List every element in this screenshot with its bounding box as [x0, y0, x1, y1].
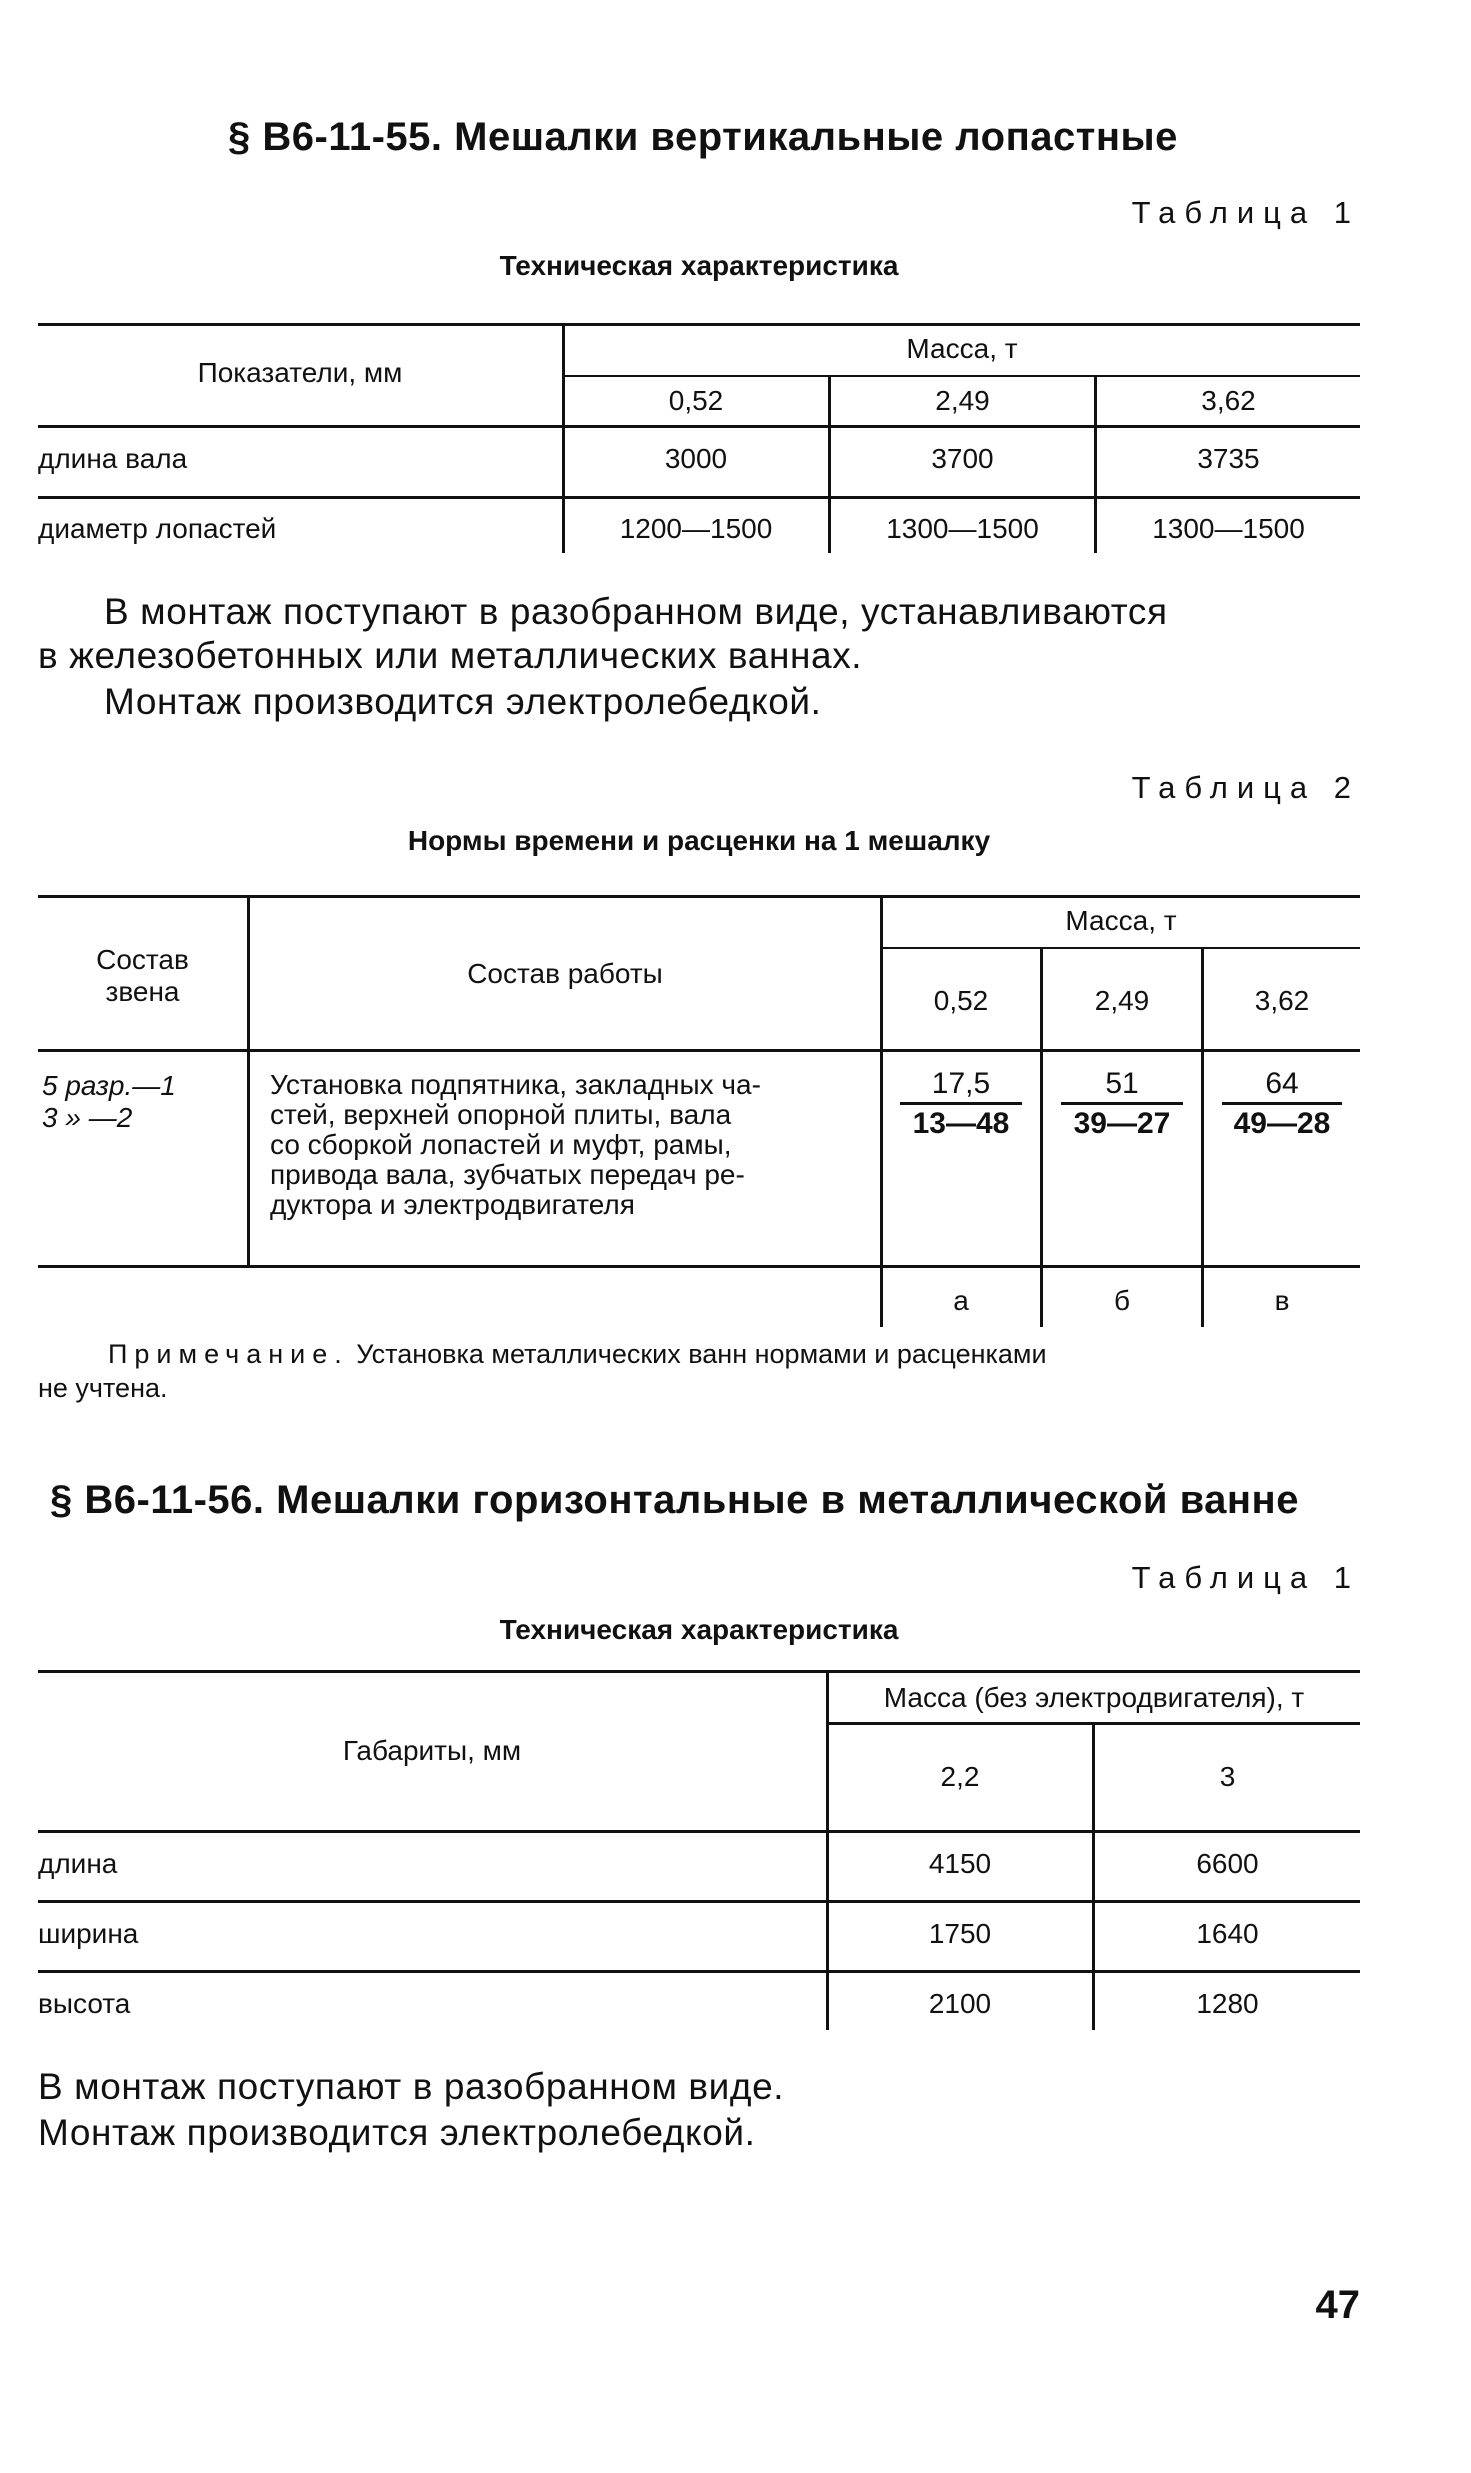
table-cell: 2100	[928, 1988, 992, 2019]
table-caption: Техническая характеристика	[499, 1614, 899, 1645]
table-label: Таблица 2	[1131, 770, 1360, 805]
page-number: 47	[1315, 2283, 1360, 2327]
norm-cell	[1043, 1066, 1201, 1143]
time-norm: 51	[1061, 1066, 1183, 1105]
note-text: не учтена.	[38, 1373, 168, 1403]
note-text: Установка металлических ванн нормами и расценками	[356, 1339, 1047, 1369]
table-column-header: 0,52	[668, 385, 724, 416]
table-header-group: Масса (без электродвигателя), т	[883, 1682, 1305, 1713]
table-caption: Нормы времени и расценки на 1 мешалку	[407, 825, 991, 856]
section-heading: § В6-11-56. Мешалки горизонтальные в металлической ванне	[50, 1478, 1299, 1522]
table-header-crew: Состав	[96, 944, 189, 975]
table-row-label: длина	[38, 1848, 118, 1879]
table-column-header: 3,62	[1201, 385, 1256, 416]
crew-line: 3 » —2	[42, 1102, 133, 1133]
column-letter: б	[1113, 1285, 1131, 1316]
table-header-param: Показатели, мм	[197, 357, 403, 388]
work-description-line: Установка подпятника, закладных ча-	[270, 1069, 761, 1100]
table-header-param: Габариты, мм	[342, 1735, 522, 1766]
table-column-header: 2,2	[940, 1761, 980, 1792]
column-letter: в	[1274, 1285, 1290, 1316]
table-column-header: 3,62	[1254, 985, 1310, 1016]
table-header-work: Состав работы	[467, 958, 663, 989]
table-column-header: 3	[1219, 1761, 1236, 1792]
table-cell: 1200—1500	[619, 513, 773, 544]
table-header-group: Масса, т	[906, 333, 1018, 364]
table-cell: 1640	[1196, 1918, 1259, 1949]
table-cell: 3700	[931, 443, 994, 474]
table-header-crew: звена	[105, 976, 180, 1007]
norm-cell	[1204, 1066, 1360, 1143]
norm-cell	[882, 1066, 1040, 1143]
table-caption: Техническая характеристика	[499, 250, 899, 281]
table-column-header: 2,49	[935, 385, 990, 416]
price-rate: 49—28	[1233, 1107, 1331, 1140]
work-description-line: со сборкой лопастей и муфт, рамы,	[270, 1129, 732, 1160]
table-label: Таблица 1	[1131, 195, 1360, 230]
table-cell: 3000	[664, 443, 728, 474]
body-text-line: Монтаж производится электролебедкой.	[38, 2112, 756, 2153]
column-letter: а	[953, 1285, 969, 1316]
table-column-header: 2,49	[1094, 985, 1150, 1016]
table-row-label: высота	[38, 1988, 131, 2019]
price-rate: 39—27	[1073, 1107, 1171, 1140]
table-note	[108, 1337, 1047, 1371]
body-text-line: в железобетонных или металлических ваннах.	[38, 635, 863, 676]
body-text-line: Монтаж производится электролебедкой.	[104, 681, 822, 722]
section-heading: § В6-11-55. Мешалки вертикальные лопастные	[228, 115, 1178, 159]
table-row-label: ширина	[38, 1918, 139, 1949]
table-cell: 4150	[928, 1848, 992, 1879]
note-label: Примечание.	[108, 1339, 349, 1369]
work-description-line: привода вала, зубчатых передач ре-	[270, 1159, 745, 1190]
time-norm: 17,5	[900, 1066, 1022, 1105]
table-cell: 3735	[1197, 443, 1260, 474]
work-description-line: стей, верхней опорной плиты, вала	[270, 1099, 732, 1130]
table-column-header: 0,52	[933, 985, 989, 1016]
table-row-label: диаметр лопастей	[38, 513, 277, 544]
time-norm: 64	[1222, 1066, 1342, 1105]
crew-line: 5 разр.—1	[42, 1070, 176, 1101]
work-description-line: дуктора и электродвигателя	[270, 1189, 635, 1220]
table-cell: 6600	[1196, 1848, 1259, 1879]
table-row-label: длина вала	[38, 443, 188, 474]
table-cell: 1750	[928, 1918, 992, 1949]
body-text-line: В монтаж поступают в разобранном виде.	[38, 2066, 785, 2107]
table-header-group: Масса, т	[1065, 905, 1177, 936]
table-cell: 1300—1500	[886, 513, 1039, 544]
table-label: Таблица 1	[1131, 1560, 1360, 1595]
body-text-line: В монтаж поступают в разобранном виде, устанавливаются	[104, 591, 1168, 632]
price-rate: 13—48	[912, 1107, 1010, 1140]
table-cell: 1280	[1196, 1988, 1259, 2019]
table-cell: 1300—1500	[1152, 513, 1305, 544]
